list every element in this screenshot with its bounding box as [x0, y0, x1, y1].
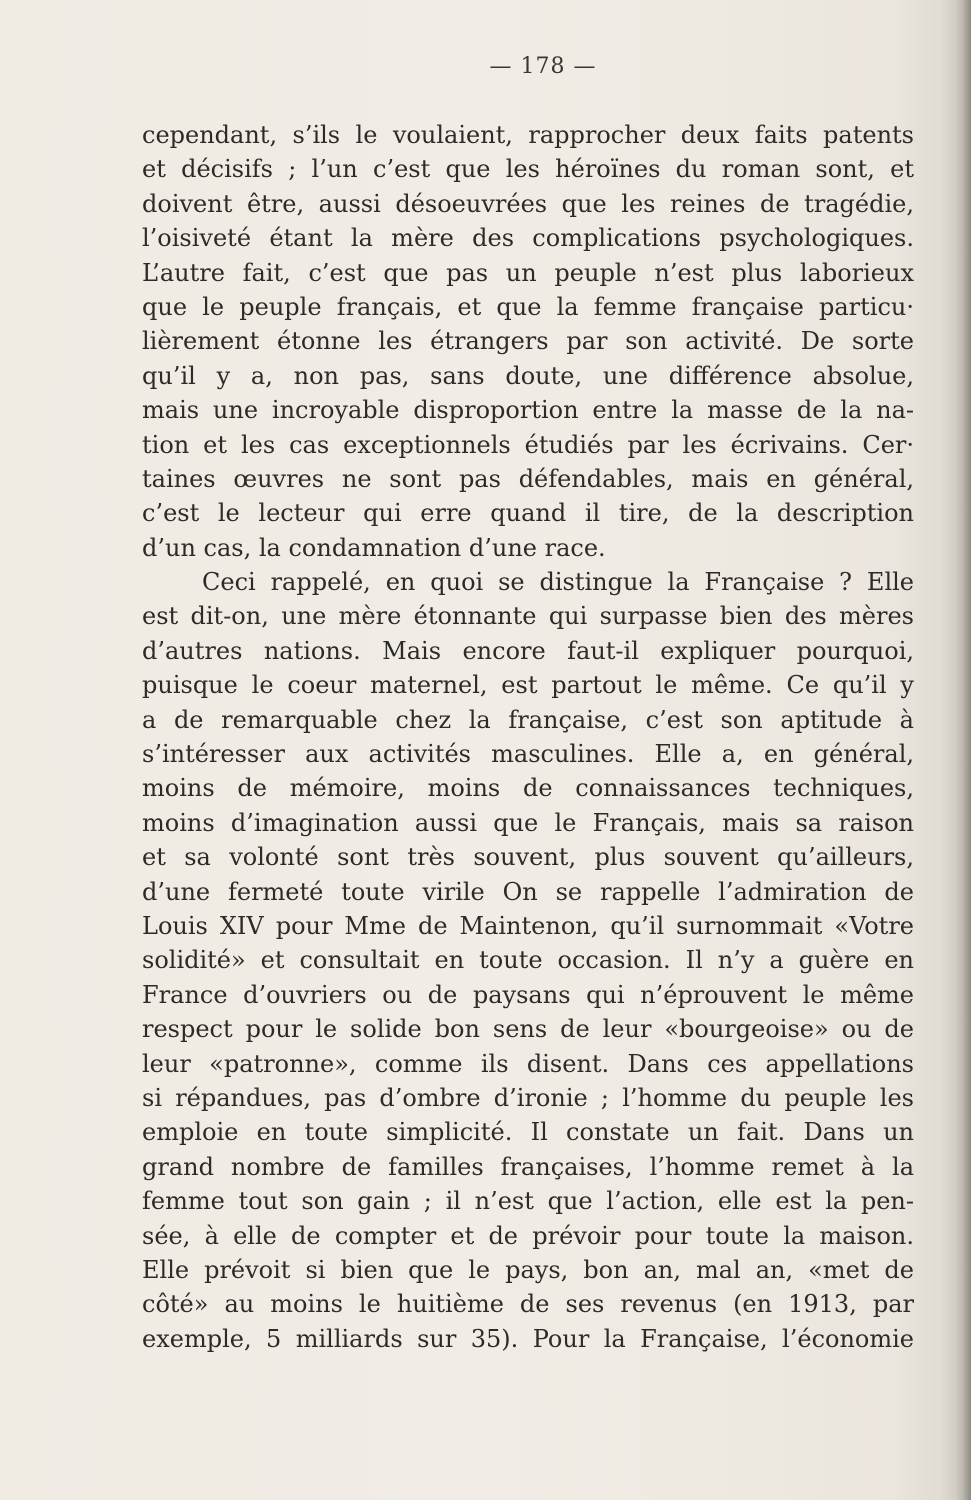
text-line: d’un cas, la condamnation d’une race.: [142, 533, 606, 562]
text-line: mais une incroyable disproportion entre la masse de la na-: [142, 396, 914, 425]
body-text: [142, 118, 914, 1356]
text-line: leur «patronne», comme ils disent. Dans ces appellations: [142, 1049, 914, 1078]
text-line: moins d’imagination aussi que le Français, mais sa raison: [142, 808, 914, 837]
text-line: L’autre fait, c’est que pas un peuple n’est plus laborieux: [142, 258, 914, 287]
text-line: sée, à elle de compter et de prévoir pour toute la maison.: [142, 1221, 914, 1250]
page-edge-shadow: [937, 0, 971, 1500]
text-line: France d’ouvriers ou de paysans qui n’éprouvent le même: [142, 980, 914, 1009]
text-line: s’intéresser aux activités masculines. Elle a, en général,: [142, 740, 914, 769]
text-line: doivent être, aussi désoeuvrées que les reines de tragédie,: [142, 189, 914, 218]
text-line: et décisifs ; l’un c’est que les héroïnes du roman sont, et: [142, 155, 914, 184]
text-line: d’une fermeté toute virile On se rappelle l’admiration de: [142, 877, 914, 906]
text-line: emploie en toute simplicité. Il constate un fait. Dans un: [142, 1118, 914, 1147]
text-line: l’oisiveté étant la mère des complications psychologiques.: [142, 224, 914, 253]
text-line: côté» au moins le huitième de ses revenus (en 1913, par: [142, 1290, 914, 1319]
text-line: qu’il y a, non pas, sans doute, une différence absolue,: [142, 361, 914, 390]
text-line: si répandues, pas d’ombre d’ironie ; l’homme du peuple les: [142, 1083, 914, 1112]
text-line: exemple, 5 milliards sur 35). Pour la Française, l’économie: [142, 1324, 914, 1353]
text-line: solidité» et consultait en toute occasion. Il n’y a guère en: [142, 946, 914, 975]
text-line: c’est le lecteur qui erre quand il tire, de la description: [142, 499, 914, 528]
text-line: a de remarquable chez la française, c’est son aptitude à: [142, 705, 914, 734]
text-line: respect pour le solide bon sens de leur «bourgeoise» ou de: [142, 1015, 914, 1044]
text-line: est dit-on, une mère étonnante qui surpasse bien des mères: [142, 602, 914, 631]
text-line: lièrement étonne les étrangers par son activité. De sorte: [142, 327, 914, 356]
text-line: tion et les cas exceptionnels étudiés par les écrivains. Cer·: [142, 430, 914, 459]
text-line: puisque le coeur maternel, est partout le même. Ce qu’il y: [142, 671, 914, 700]
page-number: — 178 —: [489, 54, 597, 79]
text-line: Louis XIV pour Mme de Maintenon, qu’il surnommait «Votre: [142, 911, 914, 940]
text-line: femme tout son gain ; il n’est que l’action, elle est la pen-: [142, 1187, 914, 1216]
text-line: Elle prévoit si bien que le pays, bon an, mal an, «met de: [142, 1255, 914, 1284]
text-line: moins de mémoire, moins de connaissances techniques,: [142, 774, 914, 803]
text-line: Ceci rappelé, en quoi se distingue la Française ? Elle: [202, 568, 914, 597]
text-line: cependant, s’ils le voulaient, rapprocher deux faits patents: [142, 121, 914, 149]
text-line: que le peuple français, et que la femme française particu·: [142, 292, 914, 321]
text-line: grand nombre de familles françaises, l’homme remet à la: [142, 1152, 914, 1181]
text-line: et sa volonté sont très souvent, plus souvent qu’ailleurs,: [142, 843, 914, 872]
text-line: d’autres nations. Mais encore faut-il expliquer pourquoi,: [142, 636, 914, 665]
text-line: taines œuvres ne sont pas défendables, mais en général,: [142, 464, 914, 493]
